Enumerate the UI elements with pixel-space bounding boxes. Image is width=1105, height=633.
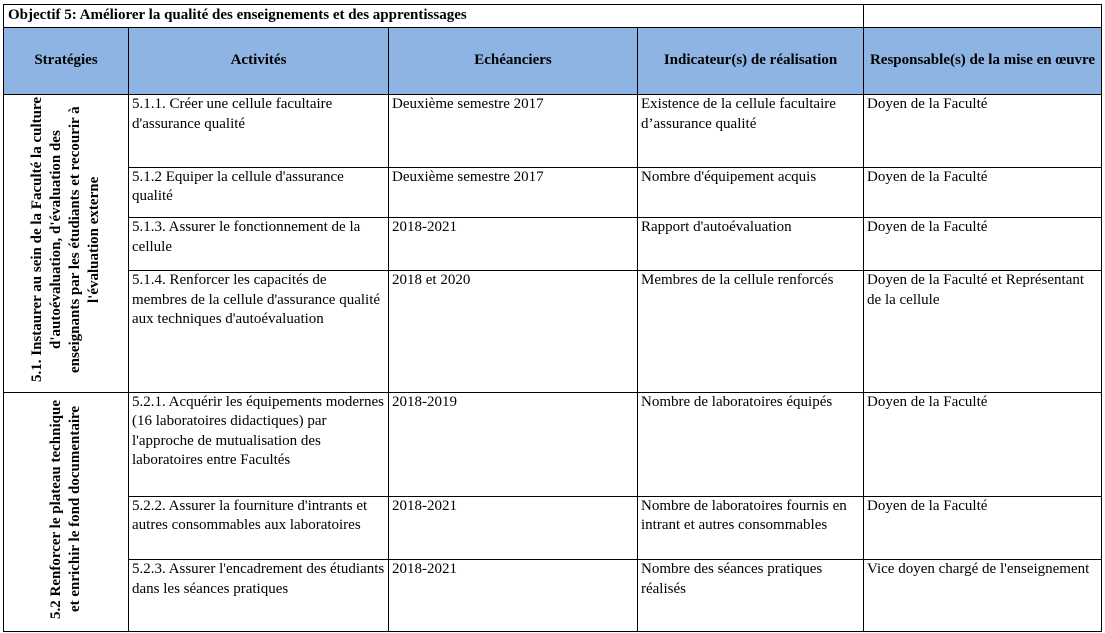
strategy-label: 5.1. Instaurer au sein de la Faculté la culture d'autoévaluation, d'évaluation des enseignants par les étudiants et recourir à l'évaluation externe: [29, 97, 102, 383]
strategy-cell-5-1: [4, 95, 129, 393]
schedule-cell: 2018 et 2020: [389, 271, 638, 392]
activity-cell: 5.2.1. Acquérir les équipements modernes (16 laboratoires didactiques) par l'approche de mutualisation des laboratoires entre Facultés: [129, 392, 389, 496]
table-row: [4, 496, 1102, 559]
indicator-cell: Membres de la cellule renforcés: [638, 271, 864, 392]
responsible-cell: Vice doyen chargé de l'enseignement: [864, 560, 1102, 632]
table-row: [4, 560, 1102, 632]
schedule-cell: Deuxième semestre 2017: [389, 95, 638, 168]
header-indicators: Indicateur(s) de réalisation: [638, 28, 864, 95]
objective-title: Objectif 5: Améliorer la qualité des enseignements et des apprentissages: [4, 5, 864, 28]
schedule-cell: 2018-2021: [389, 496, 638, 559]
header-activities: Activités: [129, 28, 389, 95]
activity-cell: 5.1.3. Assurer le fonctionnement de la cellule: [129, 218, 389, 271]
indicator-cell: Nombre d'équipement acquis: [638, 167, 864, 217]
header-row: [4, 28, 1102, 95]
activity-cell: 5.2.2. Assurer la fourniture d'intrants et autres consommables aux laboratoires: [129, 496, 389, 559]
schedule-cell: 2018-2021: [389, 560, 638, 632]
activity-cell: 5.2.3. Assurer l'encadrement des étudiants dans les séances pratiques: [129, 560, 389, 632]
responsible-cell: Doyen de la Faculté: [864, 95, 1102, 168]
strategy-label: 5.2 Renforcer le plateau technique et enrichir le fond documentaire: [48, 399, 83, 619]
strategy-cell-5-2: [4, 392, 129, 632]
activity-cell: 5.1.4. Renforcer les capacités de membres de la cellule d'assurance qualité aux techniques d'autoévaluation: [129, 271, 389, 392]
schedule-cell: Deuxième semestre 2017: [389, 167, 638, 217]
indicator-cell: Nombre de laboratoires fournis en intrant et autres consommables: [638, 496, 864, 559]
activity-cell: 5.1.2 Equiper la cellule d'assurance qualité: [129, 167, 389, 217]
header-schedules: Echéanciers: [389, 28, 638, 95]
table-row: [4, 218, 1102, 271]
responsible-cell: Doyen de la Faculté: [864, 392, 1102, 496]
activity-cell: 5.1.1. Créer une cellule facultaire d'assurance qualité: [129, 95, 389, 168]
table-row: [4, 167, 1102, 217]
responsible-cell: Doyen de la Faculté: [864, 167, 1102, 217]
schedule-cell: 2018-2021: [389, 218, 638, 271]
table-row: [4, 392, 1102, 496]
schedule-cell: 2018-2019: [389, 392, 638, 496]
responsible-cell: Doyen de la Faculté et Représentant de la cellule: [864, 271, 1102, 392]
responsible-cell: Doyen de la Faculté: [864, 218, 1102, 271]
objective-empty-cell: [864, 5, 1102, 28]
responsible-cell: Doyen de la Faculté: [864, 496, 1102, 559]
header-responsible: Responsable(s) de la mise en œuvre: [864, 28, 1102, 95]
action-plan-table: [3, 4, 1102, 632]
indicator-cell: Nombre des séances pratiques réalisés: [638, 560, 864, 632]
indicator-cell: Existence de la cellule facultaire d’assurance qualité: [638, 95, 864, 168]
table-row: [4, 271, 1102, 392]
header-strategies: Stratégies: [4, 28, 129, 95]
objective-row: [4, 5, 1102, 28]
indicator-cell: Nombre de laboratoires équipés: [638, 392, 864, 496]
table-row: [4, 95, 1102, 168]
indicator-cell: Rapport d'autoévaluation: [638, 218, 864, 271]
